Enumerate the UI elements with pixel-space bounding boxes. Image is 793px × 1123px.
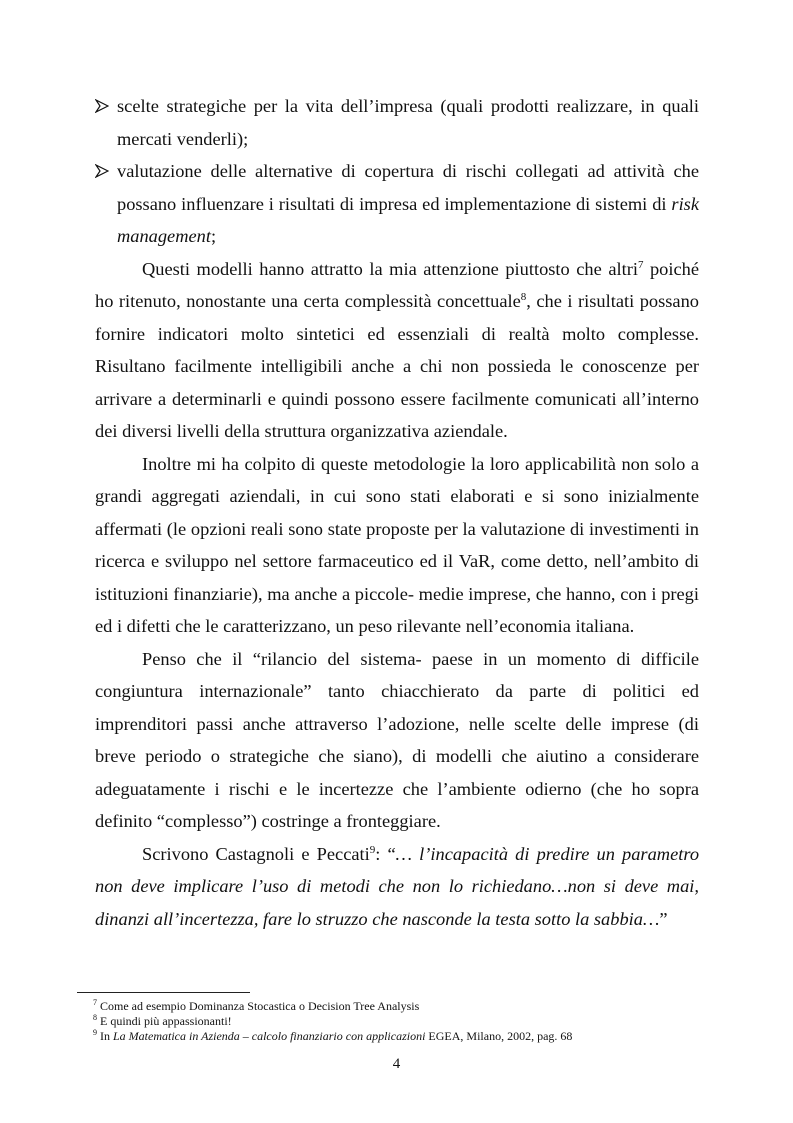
paragraph: Questi modelli hanno attratto la mia attenzione piuttosto che altri$^7$ poiché ho ritenuto, nonostante una certa complessità concettuale$^8$, che i risultati possano fornire indicatori molto sintetici ed essenziali di realtà molto complesse. Risultano facilmente intelligibili anche a chi non possieda le conoscenze per arrivare a determinarli e quindi possono essere facilmente comunicati all’interno dei diversi livelli della struttura organizzativa aziendale. bbox=[95, 258, 699, 441]
arrow-bullet-icon bbox=[95, 99, 109, 113]
arrow-bullet-icon bbox=[95, 164, 109, 178]
footnote-separator bbox=[77, 992, 250, 993]
footnote: $^8$ E quindi più appassionanti! bbox=[93, 1013, 232, 1028]
body-text bbox=[95, 90, 699, 935]
footnotes bbox=[93, 999, 713, 1044]
quotation: … l’incapacità di predire un parametro non deve implicare l’uso di metodi che non lo richiedano…non si deve mai, dinanzi all’incertezza, fare lo struzzo che nasconde la testa sotto la sabbia… bbox=[95, 843, 700, 929]
bullet-text: scelte strategiche per la vita dell’impresa (quali prodotti realizzare, in quali mercati venderli); bbox=[117, 96, 699, 149]
bullet-item bbox=[95, 90, 699, 155]
footnote-ref[interactable]: 7 bbox=[637, 258, 644, 271]
footnote: $^7$ Come ad esempio Dominanza Stocastica o Decision Tree Analysis bbox=[93, 998, 420, 1013]
italic-term: risk management bbox=[117, 193, 699, 246]
footnote-ref[interactable]: 8 bbox=[520, 291, 527, 303]
bullet-item bbox=[95, 155, 699, 253]
paragraph: Inoltre mi ha colpito di queste metodologie la loro applicabilità non solo a grandi aggregati aziendali, in cui sono stati elaborati e si sono inizialmente affermati (le opzioni reali sono state proposte per la valutazione di investimenti in ricerca e sviluppo nel settore farmaceutico ed il VaR, come detto, nell’ambito di istituzioni finanziarie), ma anche a piccole- medie imprese, che hanno, con i pregi ed i difetti che le caratterizzano, un peso rilevante nell’economia italiana. bbox=[95, 453, 699, 636]
footnote-ref[interactable]: 9 bbox=[369, 843, 376, 856]
paragraph: Scrivono Castagnoli e Peccati$^9$: “… l’incapacità di predire un parametro non deve implicare l’uso di metodi che non lo richiedano…non si deve mai, dinanzi all’incertezza, fare lo struzzo che nasconde la testa sotto la sabbia…” bbox=[95, 843, 700, 929]
footnote: $^9$ In La Matematica in Azienda – calcolo finanziario con applicazioni EGEA, Milano, 2002, pag. 68 bbox=[93, 1028, 573, 1043]
page-number: 4 bbox=[392, 1056, 401, 1072]
paragraph: Penso che il “rilancio del sistema- paese in un momento di difficile congiuntura internazionale” tanto chiacchierato da parte di politici ed imprenditori passi anche attraverso l’adozione, nelle scelte delle imprese (di breve periodo o strategiche che siano), di modelli che aiutino a considerare adeguatamente i rischi e le incertezze che l’ambiente odierno (che ho sopra definito “complesso”) costringe a fronteggiare. bbox=[95, 648, 699, 831]
bullet-text: valutazione delle alternative di copertura di rischi collegati ad attività che possano influenzare i risultati di impresa ed implementazione di sistemi di risk management; bbox=[117, 161, 699, 246]
